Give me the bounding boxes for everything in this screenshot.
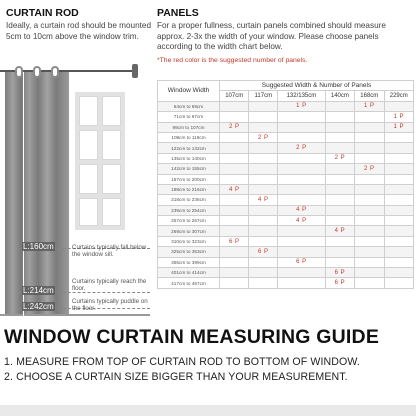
table-cell <box>355 257 384 267</box>
table-cell <box>384 164 413 174</box>
table-cell <box>384 132 413 142</box>
column-header: 107cm <box>220 91 249 101</box>
table-cell <box>220 257 249 267</box>
table-body <box>158 101 414 288</box>
table-cell <box>355 247 384 257</box>
table-cell <box>325 122 354 132</box>
panel-count: 6 P <box>228 238 240 245</box>
table-cell <box>278 257 326 267</box>
table-cell <box>278 153 326 163</box>
length-note-214: Curtains typically reach the floor. <box>72 278 147 293</box>
panel-count: 6 P <box>258 248 269 255</box>
table-cell <box>384 143 413 153</box>
table-cell <box>355 153 384 163</box>
table-cell <box>384 226 413 236</box>
table-row <box>158 164 414 174</box>
table-cell <box>220 101 249 111</box>
table-cell <box>249 112 278 122</box>
window-pane <box>79 130 98 160</box>
table-row <box>158 216 414 226</box>
table-cell <box>249 257 278 267</box>
table-cell <box>278 268 326 278</box>
table-row <box>158 226 414 236</box>
table-cell <box>325 184 354 194</box>
curtain-rod-description: Ideally, a curtain rod should be mounted 5cm to 10cm above the window trim. <box>6 21 152 41</box>
table-cell <box>249 122 278 132</box>
table-cell <box>355 205 384 215</box>
window-width-range: 401cm to 414cm <box>158 268 220 278</box>
curtain-ring-icon <box>33 66 41 78</box>
window-width-range: 310cm to 323cm <box>158 236 220 246</box>
panel-count: 2 P <box>364 165 375 172</box>
table-cell <box>355 216 384 226</box>
table-row <box>158 278 414 288</box>
table-row <box>158 122 414 132</box>
table-cell <box>278 216 326 226</box>
guide-step-2: 2. CHOOSE A CURTAIN SIZE BIGGER THAN YOUR MEASUREMENT. <box>4 371 348 383</box>
table-cell <box>384 205 413 215</box>
table-cell <box>325 205 354 215</box>
rod-bracket-graphic <box>132 64 138 78</box>
window-width-range: 64cm to 69cm <box>158 101 220 111</box>
table-cell <box>384 184 413 194</box>
table-cell <box>355 226 384 236</box>
table-cell <box>278 236 326 246</box>
table-cell <box>384 112 413 122</box>
table-cell <box>220 164 249 174</box>
window-illustration <box>75 92 125 230</box>
table-cell <box>220 226 249 236</box>
table-cell <box>355 278 384 288</box>
table-cell <box>355 122 384 132</box>
bottom-bar <box>0 405 416 416</box>
table-cell <box>278 205 326 215</box>
table-cell <box>278 226 326 236</box>
panels-red-note: *The red color is the suggested number of panels. <box>157 57 308 64</box>
window-width-range: 356cm to 399cm <box>158 257 220 267</box>
table-row <box>158 257 414 267</box>
table-cell <box>220 174 249 184</box>
table-cell <box>384 216 413 226</box>
table-cell <box>325 268 354 278</box>
table-row <box>158 143 414 153</box>
column-header: 140cm <box>325 91 354 101</box>
table-cell <box>355 101 384 111</box>
table-cell <box>384 153 413 163</box>
table-cell <box>355 195 384 205</box>
window-width-header: Window Width <box>158 81 220 102</box>
table-cell <box>325 226 354 236</box>
table-cell <box>278 164 326 174</box>
panel-count: 2 P <box>296 145 307 152</box>
table-cell <box>249 247 278 257</box>
table-cell <box>355 143 384 153</box>
curtain-rod-title: CURTAIN ROD <box>6 7 79 19</box>
panel-count: 4 P <box>296 207 307 214</box>
table-cell <box>355 268 384 278</box>
window-width-range: 71cm to 97cm <box>158 112 220 122</box>
table-cell <box>220 122 249 132</box>
table-cell <box>220 216 249 226</box>
table-cell <box>325 216 354 226</box>
table-cell <box>278 278 326 288</box>
table-cell <box>384 236 413 246</box>
table-cell <box>355 112 384 122</box>
table-cell <box>249 268 278 278</box>
panel-count: 2 P <box>334 155 346 162</box>
table-cell <box>384 257 413 267</box>
table-cell <box>325 257 354 267</box>
panel-count: 4 P <box>258 196 269 203</box>
length-note-160: Curtains typically fall below the window sill. <box>72 244 147 259</box>
column-header: 117cm <box>249 91 278 101</box>
window-pane <box>79 96 98 126</box>
guide-step-1: 1. MEASURE FROM TOP OF CURTAIN ROD TO BOTTOM OF WINDOW. <box>4 356 360 368</box>
window-pane <box>102 96 121 126</box>
table-cell <box>278 195 326 205</box>
panel-count: 1 P <box>393 113 405 120</box>
guide-title: WINDOW CURTAIN MEASURING GUIDE <box>4 326 380 348</box>
table-row <box>158 101 414 111</box>
length-label-214: L:214cm <box>23 286 54 295</box>
window-pane <box>102 198 121 226</box>
table-row <box>158 184 414 194</box>
panel-count: 6 P <box>334 280 346 287</box>
table-cell <box>220 132 249 142</box>
panels-description: For a proper fullness, curtain panels combined should measure approx. 2-3x the width of your window. Please choose panels according to the width chart below. <box>157 21 386 51</box>
curtain-ring-icon <box>51 66 59 78</box>
table-cell <box>355 174 384 184</box>
table-cell <box>249 132 278 142</box>
table-cell <box>220 247 249 257</box>
table-cell <box>249 226 278 236</box>
window-width-range: 239cm to 254cm <box>158 205 220 215</box>
table-cell <box>249 101 278 111</box>
table-cell <box>384 247 413 257</box>
table-cell <box>220 184 249 194</box>
table-cell <box>325 247 354 257</box>
table-cell <box>384 174 413 184</box>
window-width-range: 109cm to 119cm <box>158 132 220 142</box>
panel-count: 2 P <box>258 134 269 141</box>
window-pane <box>79 198 98 226</box>
table-cell <box>325 164 354 174</box>
table-row <box>158 268 414 278</box>
table-cell <box>325 195 354 205</box>
panel-count: 6 P <box>334 269 346 276</box>
window-width-range: 157cm to 200cm <box>158 174 220 184</box>
window-width-range: 325cm to 353cm <box>158 247 220 257</box>
table-row <box>158 132 414 142</box>
panel-count: 1 P <box>393 124 405 131</box>
curtain-ring-icon <box>15 66 23 78</box>
table-row <box>158 236 414 246</box>
table-cell <box>325 101 354 111</box>
table-cell <box>278 122 326 132</box>
table-cell <box>278 101 326 111</box>
panel-count: 1 P <box>296 103 307 110</box>
table-cell <box>220 112 249 122</box>
column-header: 229cm <box>384 91 413 101</box>
table-cell <box>220 268 249 278</box>
table-cell <box>325 174 354 184</box>
measure-line <box>23 72 24 320</box>
table-cell <box>249 195 278 205</box>
panel-count: 6 P <box>296 259 307 266</box>
table-cell <box>325 143 354 153</box>
length-label-160: L:160cm <box>23 242 54 251</box>
table-cell <box>384 268 413 278</box>
table-cell <box>384 278 413 288</box>
table-cell <box>278 143 326 153</box>
table-cell <box>220 278 249 288</box>
table-cell <box>278 174 326 184</box>
table-cell <box>278 132 326 142</box>
table-row <box>158 153 414 163</box>
panel-count: 4 P <box>228 186 240 193</box>
window-width-range: 142cm to 155cm <box>158 164 220 174</box>
table-cell <box>249 174 278 184</box>
panels-title: PANELS <box>157 7 199 19</box>
table-cell <box>384 122 413 132</box>
window-width-range: 198cm to 216cm <box>158 184 220 194</box>
column-header: 168cm <box>355 91 384 101</box>
suggested-width-header: Suggested Width & Number of Panels <box>220 81 414 91</box>
table-cell <box>384 195 413 205</box>
panel-count: 4 P <box>334 228 346 235</box>
table-cell <box>249 153 278 163</box>
panel-count: 4 P <box>296 217 307 224</box>
table-cell <box>220 143 249 153</box>
table-cell <box>325 153 354 163</box>
table-cell <box>355 184 384 194</box>
table-row <box>158 174 414 184</box>
panel-count: 1 P <box>364 103 375 110</box>
table-cell <box>220 236 249 246</box>
table-cell <box>355 164 384 174</box>
table-cell <box>325 278 354 288</box>
table-cell <box>220 205 249 215</box>
table-row <box>158 195 414 205</box>
window-width-range: 218cm to 236cm <box>158 195 220 205</box>
window-width-range: 122cm to 132cm <box>158 143 220 153</box>
length-label-242: L:242cm <box>23 302 54 311</box>
table-cell <box>384 101 413 111</box>
window-width-range: 135cm to 140cm <box>158 153 220 163</box>
table-cell <box>249 236 278 246</box>
table-row <box>158 205 414 215</box>
curtain-illustration <box>0 58 150 320</box>
table-cell <box>249 164 278 174</box>
table-cell <box>249 278 278 288</box>
window-pane <box>79 164 98 194</box>
panel-size-table <box>157 80 414 289</box>
table-cell <box>278 184 326 194</box>
table-cell <box>355 236 384 246</box>
table-cell <box>325 112 354 122</box>
window-width-range: 257cm to 267cm <box>158 216 220 226</box>
window-width-range: 417cm to 457cm <box>158 278 220 288</box>
table-row <box>158 247 414 257</box>
window-width-range: 269cm to 307cm <box>158 226 220 236</box>
table-cell <box>249 205 278 215</box>
table-cell <box>325 132 354 142</box>
window-width-range: 99cm to 107cm <box>158 122 220 132</box>
column-header: 132/135cm <box>278 91 326 101</box>
table-cell <box>249 143 278 153</box>
window-pane <box>102 130 121 160</box>
length-note-242: Curtains typically puddle on the floor. <box>72 298 148 313</box>
table-row <box>158 112 414 122</box>
table-cell <box>278 112 326 122</box>
table-cell <box>220 195 249 205</box>
table-cell <box>325 236 354 246</box>
table-cell <box>249 184 278 194</box>
curtain-panel-graphic <box>5 72 69 316</box>
panel-count: 2 P <box>228 124 240 131</box>
table-cell <box>278 247 326 257</box>
table-cell <box>220 153 249 163</box>
table-cell <box>355 132 384 142</box>
table-cell <box>249 216 278 226</box>
window-pane <box>102 164 121 194</box>
